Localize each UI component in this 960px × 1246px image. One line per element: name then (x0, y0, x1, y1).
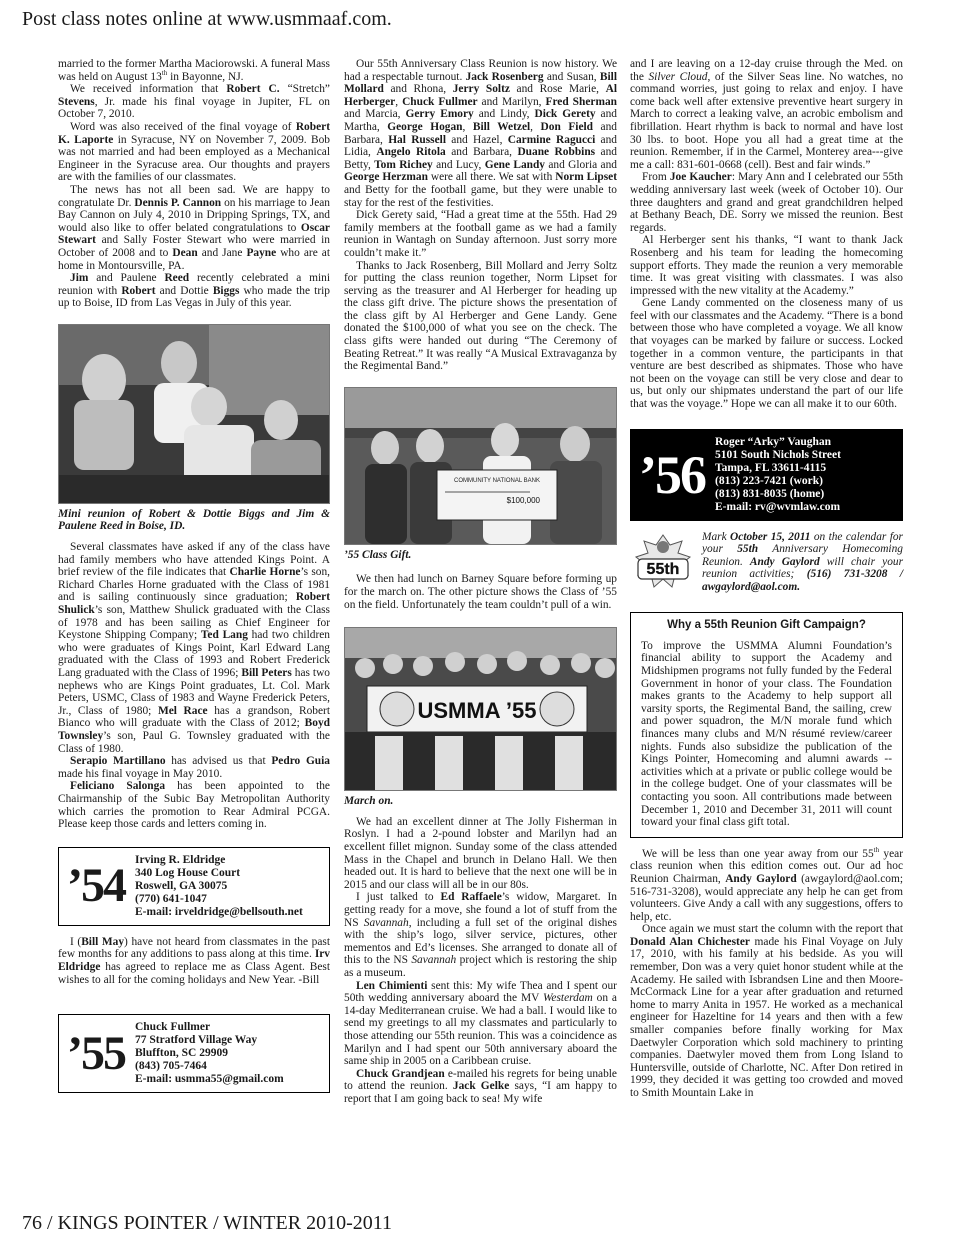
reunion-announcement (630, 531, 903, 597)
march-banner-text: USMMA ’55 (417, 698, 537, 724)
photo-caption: ’55 Class Gift. (344, 548, 412, 561)
55th-logo-text: 55th (646, 560, 680, 578)
agent-address-line: Roswell, GA 30075 (134, 879, 228, 892)
55th-reunion-logo (630, 531, 702, 597)
text-paragraph: I (Bill May) have not heard from classmates in the past few months for any additions to pass along at this time. Irv Eldridge has agreed to replace me as Class Agent. Best wishes to all for the coming holidays and New Year. -Bill (58, 935, 331, 986)
agent-phone: (843) 705-7464 (134, 1060, 207, 1073)
reunion-announcement-text: Mark October 15, 2011 on the calendar for your 55th Anniversary Homecoming Reunion. Andy Gaylord will chair your reunion activities; (516) 731-3208 / awgaylord@aol.com. (702, 530, 904, 593)
class-1954-contact-box (58, 847, 330, 926)
sidebar-title: Why a 55th Reunion Gift Campaign? (667, 619, 866, 632)
agent-address-line: 5101 South Nichols Street (714, 448, 841, 461)
page-footer: 76 / KINGS POINTER / WINTER 2010-2011 (22, 1212, 392, 1234)
text-paragraph: married to the former Martha Maciorowski. A funeral Mass was held on August 13th in Bayonne, NJ. (58, 58, 330, 83)
column-1 (58, 58, 330, 1103)
march-on-photo (344, 627, 617, 791)
class-agent-contact (135, 1015, 290, 1092)
agent-address-line: Tampa, FL 33611-4115 (714, 461, 827, 474)
agent-name: Roger “Arky” Vaughan (714, 435, 832, 448)
agent-email: E-mail: rv@wvmlaw.com (714, 500, 841, 513)
text-paragraph: Al Herberger sent his thanks, “I want to thank Jack Rosenberg and his team for leading the homecoming support efforts. They made the reunion a very memorable time. It was great visiting with classmates. I was also impressed with the new vitality at the Academy.” (630, 234, 903, 297)
photo-caption: Mini reunion of Robert & Dottie Biggs and Jim & Paulene Reed in Boise, ID. (58, 507, 330, 533)
text-paragraph: Once again we must start the column with the report that Donald Alan Chichester made his Final Voyage on July 17, 2010, with his family at his bedside. As you will remember, Don was a very quiet honor student while at the Academy. He sailed with Isbrandsen Line and then Moore-McCormack Line for a year after graduation and returned home to marry Anita in 1957. He worked as a mechanical engineer for Hazeltine for 14 years and then with a few smaller companies before finally working for Max Daetwyler Corporation which sold machinery to printing companies. Daetwyler moved them from Long Island to Huntersville, outside of Charlotte, NC. After Don retired in 1999, they decided it was getting too crowded and moved to Smith Mountain Lake in (630, 923, 903, 1099)
column-2 (344, 58, 617, 1105)
page-header: Post class notes online at www.usmmaaf.com. (22, 8, 392, 30)
text-paragraph: Len Chimienti sent this: My wife Thea and I spent our 50th wedding anniversary aboard the MV Westerdam on a 14-day Mediterranean cruise. We had a ball. I would like to send my greetings to all my classmates and particularly to those attending our 55th reunion. This was a coincidence as Marilyn and I had spent our 50th anniversary aboard the same ship in 2005 on a Caribbean cruise. (344, 979, 617, 1068)
gift-campaign-sidebar (630, 612, 903, 838)
text-paragraph: Word was also received of the final voyage of Robert K. Laporte in Syracuse, NY on November 7, 2009. Bob was not married and had been employed as a Mechanical Engineer in the Syracuse area. Our thoughts and prayers are with the families of our classmates. (58, 120, 330, 184)
agent-name: Irving R. Eldridge (134, 853, 226, 866)
agent-name: Chuck Fullmer (134, 1021, 211, 1034)
text-paragraph: Feliciano Salonga has been appointed to the Chairmanship of the Subic Bay Metropolitan Authority which carries the promotion to Rear Admiral PCGA. Please keep those cards and letters coming in. (58, 780, 330, 831)
class-year: ’54 (67, 859, 125, 913)
text-paragraph: Gene Landy commented on the closeness many of us feel with our classmates and the Academy. “There is a bond between those who have completed a voyage. We all know that voyages can be marked by failure or success. Locked together in a common venture, the participants in that venture are best described as shipmates. Those who have not been on the voyage can still be very close and dear to us, but only our shipmates understand the part of our life that was the voyage.” Hope we can all make it to our 60th. (630, 297, 903, 411)
text-paragraph: Serapio Martillano has advised us that Pedro Guia made his final voyage in May 2010. (58, 755, 331, 780)
agent-phone: (813) 223-7421 (work) (714, 474, 823, 487)
agent-email: E-mail: irveldridge@bellsouth.net (134, 905, 303, 918)
agent-address-line: Bluffton, SC 29909 (134, 1047, 228, 1060)
agent-email: E-mail: usmma55@gmail.com (134, 1073, 284, 1086)
column-3 (630, 58, 903, 1100)
text-paragraph: Thanks to Jack Rosenberg, Bill Mollard and Jerry Soltz for putting the class reunion together, Norm Lipset for serving as the treasurer and Al Herberger for heading up the class gift drive. The picture shows the presentation of the class gift by Al Herberger and Gene Landy. Gene donated the $100,000 of what you see on the check. The class gifts were handed out during “The Ceremony of Beating Retreat.” It was really “A Musical Extravaganza by the Regimental Band.” (344, 259, 617, 373)
check-amount-text: $100,000 (506, 495, 540, 505)
agent-address-line: 77 Stratford Village Way (134, 1034, 258, 1047)
agent-address-line: 340 Log House Court (134, 866, 241, 879)
text-paragraph: and I are leaving on a 12-day cruise through the Med. on the Silver Cloud, of the Silver Seas line. No watches, no command worries, just going to relax and enjoy. I have come back well after extensive preventive heart surgery in March to correct a leaking valve, an acrobic embolism and fibrillation. Heart rhythm is back to normal and have lost 30 lbs. to boot. Hope you all had a great time at the reunion. Remember, if in the Carmel, Monterey area---give me a call: 831-601-0668 (cell). Best and fair winds.” (630, 58, 904, 171)
text-paragraph: We then had lunch on Barney Square before forming up for the march on. The other picture shows the Class of ’55 on the field. Unfortunately the team couldn’t pull of a win. (344, 573, 617, 611)
class-1955-contact-box (58, 1014, 330, 1093)
check-bank-text: COMMUNITY NATIONAL BANK (454, 477, 540, 484)
text-paragraph: Dick Gerety said, “Had a great time at the 55th. Had 29 family members at the football game as we had a family reunion in Wantagh on Sunday afternoon. Just sorry more couldn’t make it.” (344, 209, 617, 259)
class-1956-contact-box (630, 429, 903, 521)
class-year: ’56 (639, 444, 705, 505)
text-paragraph: From Joe Kaucher: Mary Ann and I celebrated our 55th wedding anniversary last week (week of October 10). Our three daughters and grand and great grandchildren helped at Bethany Beach, DE. Sorry we missed the reunion. Best regards. (630, 171, 904, 234)
class-agent-contact (135, 848, 309, 925)
agent-phone: (770) 641-1047 (134, 892, 207, 905)
text-paragraph: We will be less than one year away from our 55th year class reunion when this edition comes out. Our ad hoc Reunion Chairman, Andy Gaylord (awgaylord@aol.com; 516-731-3208), would appreciate any help he can get from volunteers. Give Andy a call with any suggestions, offers to help, etc. (630, 845, 903, 923)
class-gift-photo (344, 387, 617, 545)
biggs-reed-photo (58, 324, 330, 504)
text-paragraph: Jim and Paulene Reed recently celebrated a mini reunion with Robert and Dottie Biggs who made the trip up to Boise, ID from Las Vegas in July of this year. (58, 272, 330, 310)
text-paragraph: Our 55th Anniversary Class Reunion is now history. We had a respectable turnout. Jack Rosenberg and Susan, Bill Mollard and Rhona, Jerry Soltz and Rose Marie, Al Herberger, Chuck Fullmer and Marilyn, Fred Sherman and Marcia, Gerry Emory and Lindy, Dick Gerety and Martha, George Hogan, Bill Wetzel, Don Field and Barbara, Hal Russell and Hazel, Carmine Ragucci and Lidia, Angelo Ritola and Barbara, Duane Robbins and Betty, Tom Richey and Lucy, Gene Landy and Gloria and George Herzman were all there. We sat with Norm Lipset and Betty for the football game, but they were unable to stay for the rest of the festivities. (344, 58, 618, 209)
sidebar-body: To improve the USMMA Alumni Foundation’s financial ability to support the Academy and Midshipmen programs not fully funded by the Federal Government in honor of your class. The Foundation makes grants to the Academy to help support all varsity sports, the Regimental Band, the sailing, crew and power squadron, the M/N morale fund which finances many clubs and M/N résumé review/career nights. Funds also subsidize the publication of the Kings Pointer, Homecoming and alumni awards -- activities which at a private or public college would be in the college budget. One of your classmates will be contacting you soon. All contributions made between December 1, 2010 and December 31, 2011 will count toward your final class gift total. (641, 639, 892, 829)
photo-caption: March on. (344, 795, 394, 808)
class-agent-contact (715, 430, 847, 520)
text-paragraph: I just talked to Ed Raffaele’s widow, Margaret. In getting ready for a move, she found a lot of stuff from the NS Savannah, including a full set of the original dishes with the ship’s logo, silver service, pictures, other mementos and Ed’s licenses. She arranged to donate all of this to the NS Savannah project which is restoring the ship as a museum. (344, 891, 618, 979)
text-paragraph: Several classmates have asked if any of the class have had family members who have attended Kings Point. A brief review of the file indicates that Charlie Horne’s son, Richard Charles Horne graduated with the Class of 1981 and is sailing continuously since graduation; Robert Shulick’s son, Matthew Shulick graduated with the Class of 1978 and has been sailing as Chief Engineer for Keystone Shipping Company; Ted Lang had two children who were graduates of Kings Point, Karl Edward Lang graduated with the Class of 1993 and Robert Frederick Lang graduated with the Class of 1996; Bill Peters has two nephews who are Kings Point graduates, Lt. Col. Mark Peters, USMC, Class of 1983 and Wayne Frederick Peters, Jr., Class of 1980; Mel Race has a grandson, Robert Bianco who will graduate with the Class of 2012; Boyd Townsley’s son, Paul G. Townsley graduated with the Class of 1980. (58, 541, 331, 755)
class-year: ’55 (67, 1026, 125, 1080)
text-paragraph: We had an excellent dinner at The Jolly Fisherman in Roslyn. I had a 2-pound lobster and Marilyn had an excellent fillet mignon. Sunday some of the class attended Mass in the Chapel and brunch in Delano Hall. We then headed out. It is hard to believe that the next one will be in 2015 and our class will all be in our 80s. (344, 815, 617, 891)
agent-phone: (813) 831-8035 (home) (714, 487, 825, 500)
text-paragraph: We received information that Robert C. “Stretch” Stevens, Jr. made his final voyage in Jupiter, FL on October 7, 2010. (58, 83, 330, 121)
text-paragraph: The news has not all been sad. We are happy to congratulate Dr. Dennis P. Cannon on his marriage to Jean Bay Cannon on July 4, 2010 in Dripping Springs, TX, and would also like to offer belated congratulations to Oscar Stewart and Sally Foster Stewart who were married in October of 2008 and to Dean and Jane Payne who are at home in Montoursville, PA. (58, 183, 331, 272)
text-paragraph: Chuck Grandjean e-mailed his regrets for being unable to attend the reunion. Jack Gelke says, “I am happy to report that I am going back to sea! My wife (344, 1067, 618, 1105)
